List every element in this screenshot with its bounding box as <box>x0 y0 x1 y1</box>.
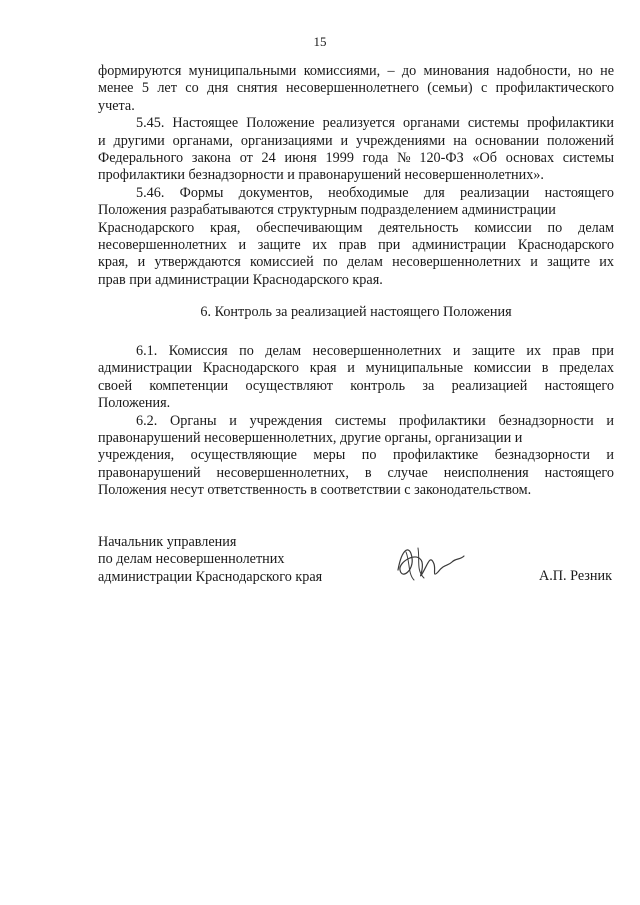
text-line: учреждения, осуществляющие меры по профилактике безнадзорности и <box>98 447 614 464</box>
text-line: 6.2. Органы и учреждения системы профилактики безнадзорности и <box>136 412 614 429</box>
signatory-name: А.П. Резник <box>539 568 612 584</box>
text-line: Положения несут ответственность в соответствии с законодательством. <box>98 482 532 499</box>
text-line: 6.1. Комиссия по делам несовершеннолетних и защите их прав при <box>136 343 614 359</box>
text-line: Положения. <box>98 395 171 412</box>
page-number: 15 <box>313 34 327 49</box>
paragraph-5-45 <box>98 115 614 185</box>
text-line: 5.46. Формы документов, необходимые для реализации настоящего <box>136 184 614 201</box>
text-line: правонарушений несовершеннолетних, другие органы, организации и <box>98 430 523 447</box>
text-line: формируются муниципальными комиссиями, – до минования надобности, но не <box>98 63 614 79</box>
text-line: несовершеннолетних и защите их прав при администрации Краснодарского <box>98 237 614 254</box>
paragraph-5-46 <box>98 185 614 289</box>
paragraph-6-2 <box>98 413 614 500</box>
text-line: администрации Краснодарского края и муниципальные комиссии в пределах <box>98 360 614 377</box>
text-line: Краснодарского края, обеспечивающим деятельность комиссии по делам <box>98 219 614 236</box>
text-line: края, и утверждаются комиссией по делам несовершеннолетних и защите их <box>98 254 614 271</box>
signatory-title-line: по делам несовершеннолетних <box>98 551 285 568</box>
text-line: Положения разрабатываются структурным подразделением администрации <box>98 202 556 219</box>
document-body-top <box>98 63 614 289</box>
text-line: и другими органами, организациями и учреждениями на основании положений <box>98 132 614 149</box>
document-body-bottom <box>98 343 614 500</box>
section-heading: 6. Контроль за реализацией настоящего Положения <box>200 304 512 320</box>
text-line: учета. <box>98 97 135 114</box>
handwritten-signature <box>388 540 468 588</box>
text-line: правонарушений несовершеннолетних, в случае неисполнения настоящего <box>98 464 614 481</box>
text-line: прав при администрации Краснодарского края. <box>98 271 383 288</box>
text-line: менее 5 лет со дня снятия несовершеннолетнего (семьи) с профилактического <box>98 80 614 97</box>
text-line: 5.45. Настоящее Положение реализуется органами системы профилактики <box>136 115 614 132</box>
text-line: своей компетенции осуществляют контроль за реализацией настоящего <box>98 377 614 394</box>
paragraph-continuation <box>98 63 614 115</box>
paragraph-6-1 <box>98 343 614 413</box>
signatory-title-line: Начальник управления <box>98 534 237 550</box>
signatory-title <box>98 534 322 586</box>
text-line: Федерального закона от 24 июня 1999 года № 120-ФЗ «Об основах системы <box>98 150 614 167</box>
text-line: профилактики безнадзорности и правонарушений несовершеннолетних». <box>98 167 544 184</box>
signatory-title-line: администрации Краснодарского края <box>98 568 323 585</box>
